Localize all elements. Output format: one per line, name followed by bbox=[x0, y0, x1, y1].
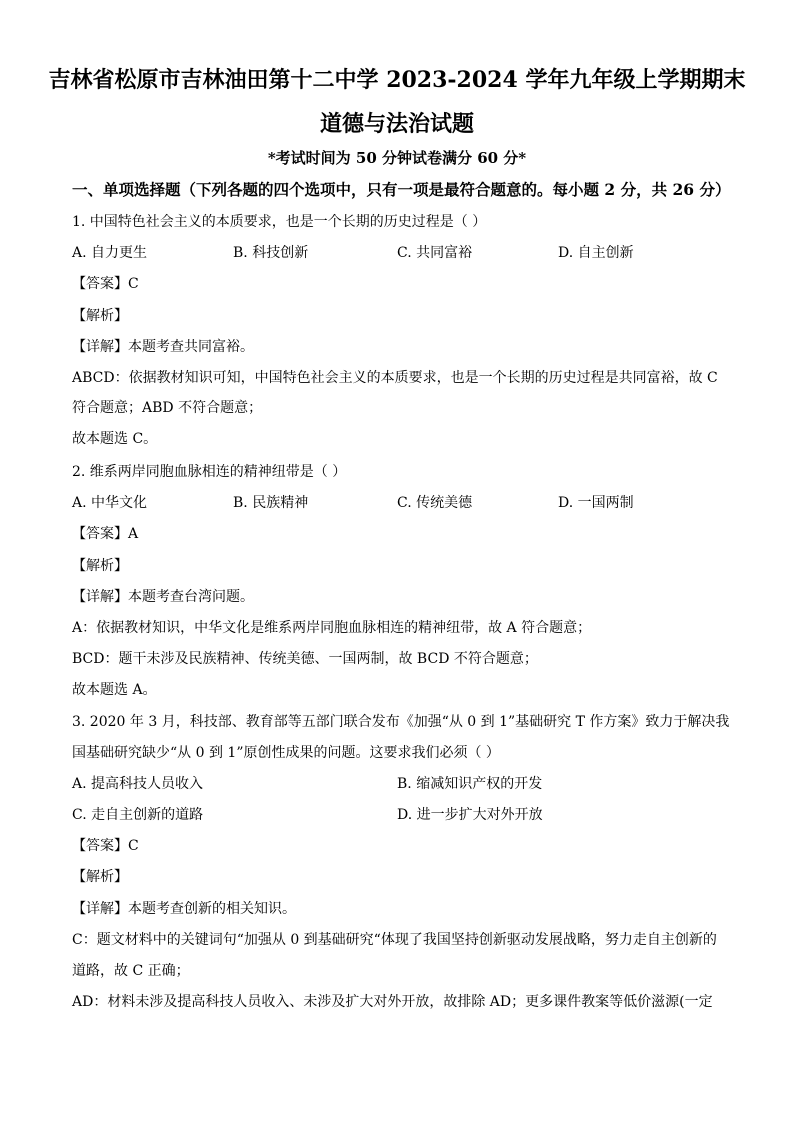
q2-detail: 【详解】本题考查台湾问题。 bbox=[72, 589, 254, 605]
q2-option-a: A. 中华文化 bbox=[72, 495, 148, 511]
q3-option-b: B. 缩减知识产权的开发 bbox=[397, 776, 543, 792]
exam-title-line1: 吉林省松原市吉林油田第十二中学 2023-2024 学年九年级上学期期末 bbox=[48, 67, 746, 93]
exam-title-line2: 道德与法治试题 bbox=[319, 111, 474, 137]
q3-analysis-label: 【解析】 bbox=[72, 869, 128, 885]
q1-stem: 1. 中国特色社会主义的本质要求，也是一个长期的历史过程是（ ） bbox=[72, 214, 487, 230]
q1-answer: 【答案】C bbox=[72, 276, 139, 292]
q3-stem-line2: 国基础研究缺少“从 0 到 1”原创性成果的问题。这要求我们必须（ ） bbox=[72, 745, 500, 761]
q2-conclusion: 故本题选 A。 bbox=[72, 682, 157, 698]
q2-option-c: C. 传统美德 bbox=[397, 495, 473, 511]
q2-option-d: D. 一国两制 bbox=[558, 495, 634, 511]
section-heading: 一、单项选择题（下列各题的四个选项中，只有一项是最符合题意的。每小题 2 分，共 26 分） bbox=[72, 180, 731, 199]
q1-conclusion: 故本题选 C。 bbox=[72, 431, 158, 447]
exam-subtitle: *考试时间为 50 分钟试卷满分 60 分* bbox=[267, 149, 527, 167]
q2-option-b: B. 民族精神 bbox=[233, 495, 309, 511]
q3-explain-line3: AD：材料未涉及提高科技人员收入、未涉及扩大对外开放，故排除 AD；更多课件教案等低价滋源(一定 bbox=[72, 994, 713, 1010]
q2-answer: 【答案】A bbox=[72, 526, 139, 542]
q3-option-a: A. 提高科技人员收入 bbox=[72, 776, 204, 792]
q1-option-b: B. 科技创新 bbox=[233, 245, 309, 261]
q3-option-c: C. 走自主创新的道路 bbox=[72, 807, 204, 823]
q2-analysis-label: 【解析】 bbox=[72, 558, 128, 574]
q2-stem: 2. 维系两岸同胞血脉相连的精神纽带是（ ） bbox=[72, 464, 347, 480]
q3-detail: 【详解】本题考查创新的相关知识。 bbox=[72, 901, 296, 917]
q3-stem-line1: 3. 2020 年 3 月，科技部、教育部等五部门联合发布《加强“从 0 到 1”基础研究 T 作方案》致力于解决我 bbox=[72, 714, 730, 730]
q1-analysis-label: 【解析】 bbox=[72, 308, 128, 324]
q3-explain-line2: 道路，故 C 正确； bbox=[72, 963, 190, 979]
q1-detail: 【详解】本题考查共同富裕。 bbox=[72, 339, 254, 355]
q1-option-a: A. 自力更生 bbox=[72, 245, 148, 261]
q3-explain-line1: C：题文材料中的关键词句“加强从 0 到基础研究“体现了我国坚持创新驱动发展战略，努力走自主创新的 bbox=[72, 932, 717, 948]
q1-explain-line2: 符合题意；ABD 不符合题意； bbox=[72, 400, 263, 416]
q1-option-d: D. 自主创新 bbox=[558, 245, 634, 261]
q1-explain-line1: ABCD：依据教材知识可知，中国特色社会主义的本质要求，也是一个长期的历史过程是共同富裕，故 C bbox=[72, 370, 718, 386]
q1-option-c: C. 共同富裕 bbox=[397, 245, 473, 261]
q3-answer: 【答案】C bbox=[72, 838, 139, 854]
q3-option-d: D. 进一步扩大对外开放 bbox=[397, 807, 543, 823]
q2-explain-line1: A：依据教材知识，中华文化是维系两岸同胞血脉相连的精神纽带，故 A 符合题意； bbox=[72, 620, 592, 636]
q2-explain-line2: BCD：题干未涉及民族精神、传统美德、一国两制，故 BCD 不符合题意； bbox=[72, 651, 538, 667]
